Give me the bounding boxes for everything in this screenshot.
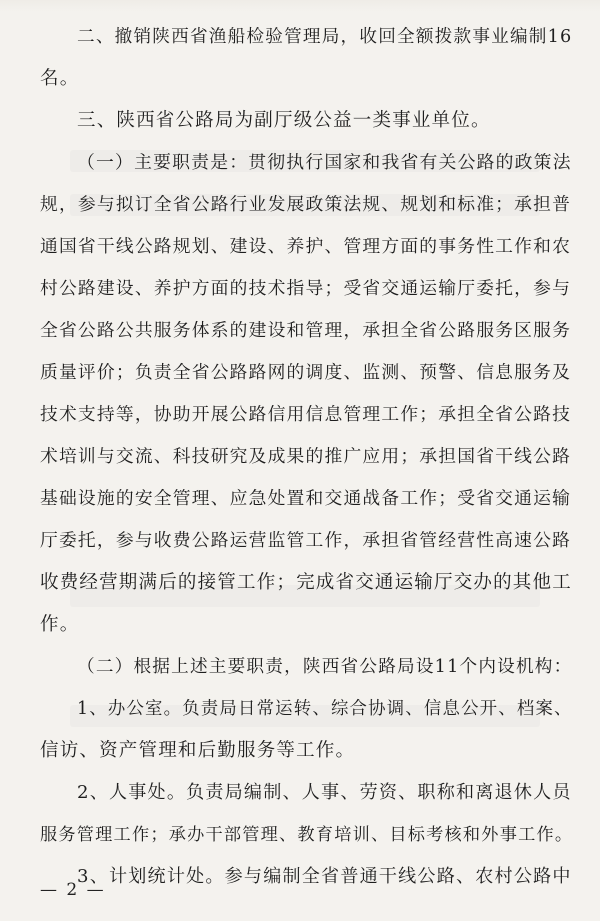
page-number: — 2 —	[40, 880, 106, 900]
text-line: （一）主要职责是：贯彻执行国家和我省有关公路的政策法	[77, 152, 572, 173]
text-line: 技术支持等，协助开展公路信用信息管理工作；承担全省公路技	[40, 404, 572, 425]
text-line: 通国省干线公路规划、建设、养护、管理方面的事务性工作和农	[40, 236, 572, 257]
text-line: 3、计划统计处。参与编制全省普通干线公路、农村公路中	[77, 866, 572, 887]
document-body	[40, 16, 576, 898]
text-line: 三、陕西省公路局为副厅级公益一类事业单位。	[77, 110, 491, 131]
text-line: 基础设施的安全管理、应急处置和交通战备工作；受省交通运输	[40, 488, 572, 509]
text-line: 信访、资产管理和后勤服务等工作。	[40, 740, 356, 761]
text-line: 村公路建设、养护方面的技术指导；受省交通运输厅委托，参与	[40, 278, 572, 299]
text-line: 服务管理工作；承办干部管理、教育培训、目标考核和外事工作。	[40, 825, 574, 845]
text-line: （二）根据上述主要职责，陕西省公路局设11个内设机构：	[77, 657, 573, 677]
text-line: 质量评价；负责全省公路路网的调度、监测、预警、信息服务及	[40, 362, 572, 383]
text-line: 作。	[40, 614, 80, 635]
document-text	[40, 16, 576, 898]
text-line: 收费经营期满后的接管工作；完成省交通运输厅交办的其他工	[40, 572, 572, 593]
text-line: 术培训与交流、科技研究及成果的推广应用；承担国省干线公路	[40, 446, 572, 467]
text-line: 二、撤销陕西省渔船检验管理局，收回全额拨款事业编制16	[77, 27, 573, 47]
text-line: 1、办公室。负责局日常运转、综合协调、信息公开、档案、	[77, 699, 573, 719]
text-line: 名。	[40, 68, 80, 89]
text-line: 厅委托，参与收费公路运营监管工作，承担省管经营性高速公路	[40, 530, 572, 551]
text-line: 2、人事处。负责局编制、人事、劳资、职称和离退休人员	[77, 782, 572, 803]
text-line: 全省公路公共服务体系的建设和管理，承担全省公路服务区服务	[40, 320, 572, 341]
text-line: 规，参与拟订全省公路行业发展政策法规、规划和标准；承担普	[40, 194, 572, 215]
